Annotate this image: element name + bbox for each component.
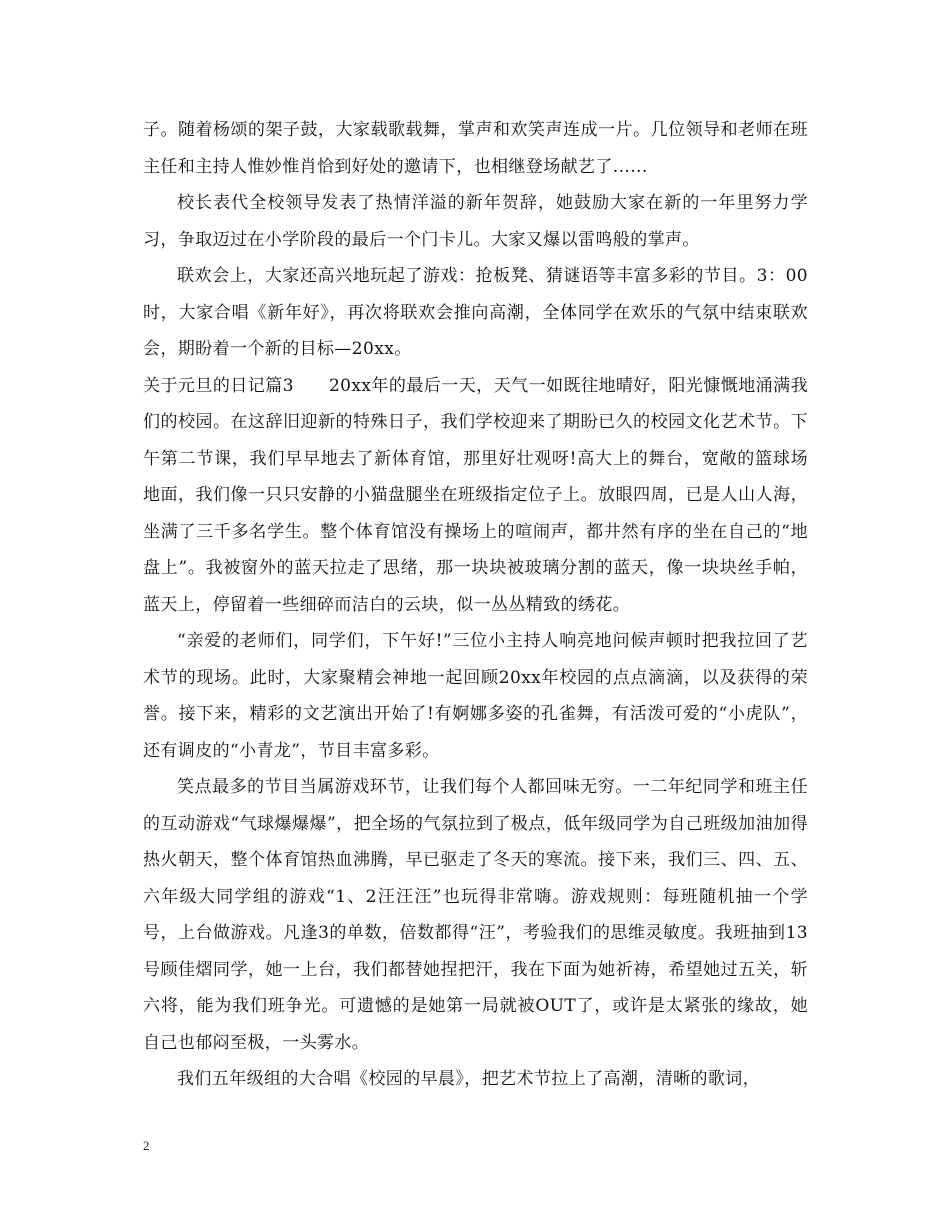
paragraph-7: 我们五年级组的大合唱《校园的早晨》，把艺术节拉上了高潮，清晰的歌词， bbox=[177, 1069, 761, 1089]
paragraph-4-diary-entry: 关于元旦的日记篇3 20xx年的最后一天，天气一如既往地晴好，阳光慷慨地涌满我们的校园。在这辞旧迎新的特殊日子，我们学校迎来了期盼已久的校园文化艺术节。下午第二节课，我们早早地去了新体育馆，那里好壮观呀!高大上的舞台，宽敞的篮球场地面，我们像一只只安静的小猫盘腿坐在班级指定位子上。放眼四周，已是人山人海，坐满了三千多名学生。整个体育馆没有操场上的喧闹声，都井然有序的坐在自己的“地盘上”。我被窗外的蓝天拉走了思绪，那一块块被玻璃分割的蓝天，像一块块丝手帕，蓝天上，停留着一些细碎而洁白的云块，似一丛丛精致的绣花。 bbox=[143, 375, 808, 615]
paragraph-3: 联欢会上，大家还高兴地玩起了游戏：抢板凳、猜谜语等丰富多彩的节目。3：00时，大家合唱《新年好》，再次将联欢会推向高潮，全体同学在欢乐的气氛中结束联欢会，期盼着一个新的目标—20xx。 bbox=[143, 266, 808, 359]
document-body bbox=[143, 112, 808, 1098]
paragraph-1: 子。随着杨颂的架子鼓，大家载歌载舞，掌声和欢笑声连成一片。几位领导和老师在班主任和主持人惟妙惟肖恰到好处的邀请下，也相继登场献艺了...... bbox=[143, 120, 808, 177]
paragraph-2: 校长表代全校领导发表了热情洋溢的新年贺辞，她鼓励大家在新的一年里努力学习，争取迈过在小学阶段的最后一个门卡儿。大家又爆以雷鸣般的掌声。 bbox=[143, 193, 808, 250]
paragraph-5: “亲爱的老师们，同学们，下午好!”三位小主持人响亮地问候声顿时把我拉回了艺术节的现场。此时，大家聚精会神地一起回顾20xx年校园的点点滴滴，以及获得的荣誉。接下来，精彩的文艺演出开始了!有婀娜多姿的孔雀舞，有活泼可爱的“小虎队”，还有调皮的“小青龙”，节目丰富多彩。 bbox=[143, 631, 808, 761]
paragraph-6: 笑点最多的节目当属游戏环节，让我们每个人都回味无穷。一二年纪同学和班主任的互动游戏“气球爆爆爆”，把全场的气氛拉到了极点，低年级同学为自己班级加油加得热火朝天，整个体育馆热血沸腾，早已驱走了冬天的寒流。接下来，我们三、四、五、六年级大同学组的游戏“1、2汪汪汪”也玩得非常嗨。游戏规则：每班随机抽一个学号，上台做游戏。凡逢3的单数，倍数都得“汪”，考验我们的思维灵敏度。我班抽到13号顾佳熠同学，她一上台，我们都替她捏把汗，我在下面为她祈祷，希望她过五关，斩六将，能为我们班争光。可遗憾的是她第一局就被OUT了，或许是太紧张的缘故，她自己也郁闷至极，一头雾水。 bbox=[143, 777, 808, 1053]
page-number: 2 bbox=[143, 1138, 150, 1153]
